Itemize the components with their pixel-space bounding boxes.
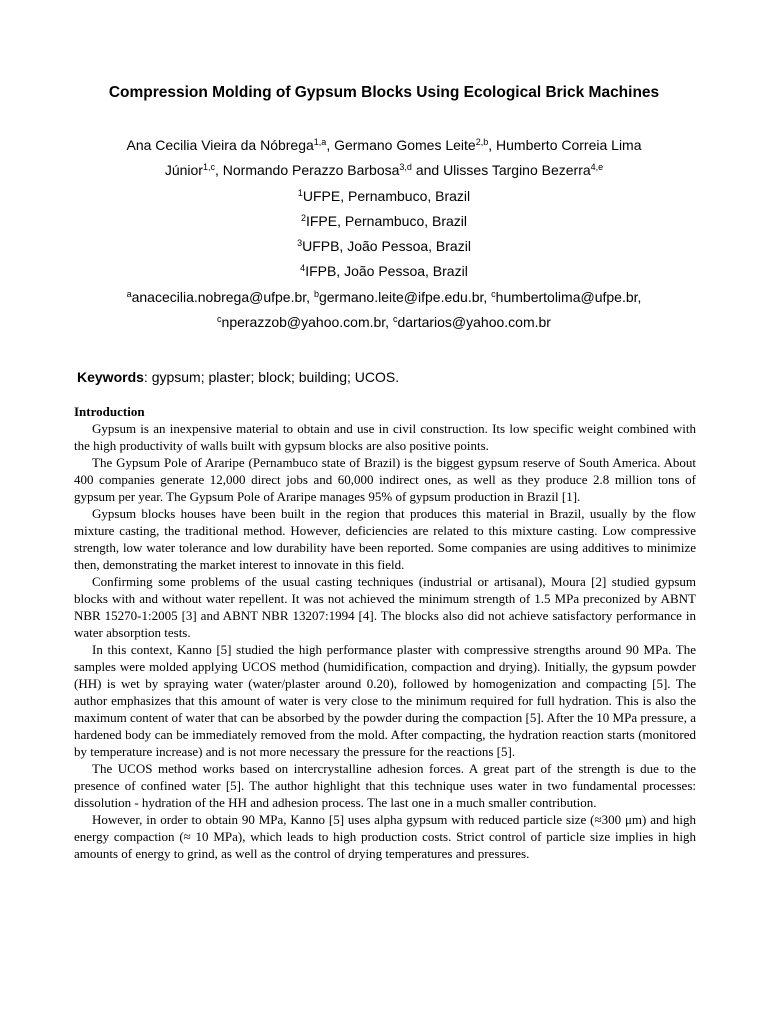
email-text: humbertolima@ufpe.br, [495, 289, 642, 305]
email-superscript: c [491, 289, 496, 299]
email-text: dartarios@yahoo.com.br [397, 314, 551, 330]
emails-line-1 [60, 289, 708, 305]
body-paragraph: The Gypsum Pole of Araripe (Pernambuco state of Brazil) is the biggest gypsum reserve of South America. About 400 companies generate 12,000 direct jobs and 60,000 indirect ones, as well as they produce 2.8 million tons of gypsum per year. The Gypsum Pole of Araripe manages 95% of gypsum production in Brazil [1]. [74, 455, 696, 504]
author-superscript: 4,e [590, 162, 604, 172]
body-paragraph: However, in order to obtain 90 MPa, Kanno [5] uses alpha gypsum with reduced particle size (≈300 μm) and high energy compaction (≈ 10 MPa), which leads to high production costs. Strict control of particle size implies in high amounts of energy to grind, as well as the control of drying temperatures and pressures. [74, 812, 696, 861]
affiliation [60, 263, 708, 279]
authors-line-2 [60, 162, 708, 178]
affiliation [60, 188, 708, 204]
email-text: anacecilia.nobrega@ufpe.br, [131, 289, 314, 305]
affiliation-superscript: 1 [297, 188, 303, 198]
keywords-text: : gypsum; plaster; block; building; UCOS. [143, 369, 400, 385]
paper-body [74, 403, 696, 862]
email-superscript: c [217, 314, 222, 324]
keywords-line [77, 369, 399, 385]
author-superscript: 1,a [313, 137, 327, 147]
body-paragraph: Confirming some problems of the usual casting techniques (industrial or artisanal), Moura [2] studied gypsum blocks with and without water repellent. It was not achieved the minimum strength of 1.5 MPa preconized by ABNT NBR 15270-1:2005 [3] and ABNT NBR 13207:1994 [4]. The blocks also did not achieve satisfactory performance in water absorption tests. [74, 574, 696, 640]
author-name: and Ulisses Targino Bezerra [411, 162, 591, 178]
affiliation-superscript: 2 [300, 213, 306, 223]
affiliation-text: UFPE, Pernambuco, Brazil [302, 188, 471, 204]
email-text: germano.leite@ifpe.edu.br, [318, 289, 492, 305]
author-name: Ana Cecilia Vieira da Nóbrega [126, 137, 314, 153]
email-text: nperazzob@yahoo.com.br, [221, 314, 393, 330]
body-paragraph: Gypsum is an inexpensive material to obtain and use in civil construction. Its low specific weight combined with the high productivity of walls built with gypsum blocks are also positive points. [74, 421, 696, 453]
author-name: Júnior [164, 162, 203, 178]
body-paragraph: Gypsum blocks houses have been built in the region that produces this material in Brazil, usually by the flow mixture casting, the traditional method. However, deficiencies are related to this mixture casting. Low compressive strength, low water tolerance and low durability have been reported. Some companies are using additives to minimize then, demonstrating the market interest to innovate in this field. [74, 506, 696, 572]
affiliation-superscript: 4 [300, 263, 306, 273]
author-superscript: 2,b [475, 137, 489, 147]
email-superscript: c [392, 314, 398, 324]
paper-title: Compression Molding of Gypsum Blocks Using Ecological Brick Machines [108, 84, 660, 101]
author-superscript: 3,d [399, 162, 412, 172]
author-name: , Humberto Correia Lima [488, 137, 642, 153]
affiliation-text: IFPE, Pernambuco, Brazil [305, 213, 468, 229]
affiliation-text: UFPB, João Pessoa, Brazil [302, 238, 471, 254]
email-superscript: a [126, 289, 132, 299]
author-superscript: 1,c [202, 162, 215, 172]
section-heading: Introduction [74, 404, 145, 419]
affiliation [60, 238, 708, 254]
author-separator: , [326, 137, 335, 153]
authors-line-1 [60, 137, 708, 153]
emails-line-2 [60, 314, 708, 330]
email-superscript: b [313, 289, 319, 299]
affiliation [60, 213, 708, 229]
body-paragraph: In this context, Kanno [5] studied the high performance plaster with compressive strengths around 90 MPa. The samples were molded applying UCOS method (humidification, compaction and drying). Initially, the gypsum powder (HH) is wet by spraying water (water/plaster around 0.20), followed by homogenization and compacting [5]. The author emphasizes that this amount of water is very close to the minimum required for full hydration. This is also the maximum content of water that can be absorbed by the powder during the compaction [5]. After the 10 MPa pressure, a hardened body can be immediately removed from the mold. After compacting, the hydration reaction starts (monitored by temperature increase) and is not more necessary the pressure for the reactions [5]. [74, 642, 696, 759]
author-name: Germano Gomes Leite [334, 137, 476, 153]
author-name: , Normando Perazzo Barbosa [214, 162, 400, 178]
affiliation-text: IFPB, João Pessoa, Brazil [305, 263, 468, 279]
affiliation-superscript: 3 [297, 238, 303, 248]
body-paragraph: The UCOS method works based on intercrystalline adhesion forces. A great part of the strength is due to the presence of confined water [5]. The author highlight that this technique uses water in two fundamental processes: dissolution - hydration of the HH and adhesion process. The last one in a much smaller contribution. [74, 761, 696, 810]
keywords-label: Keywords [77, 369, 144, 385]
